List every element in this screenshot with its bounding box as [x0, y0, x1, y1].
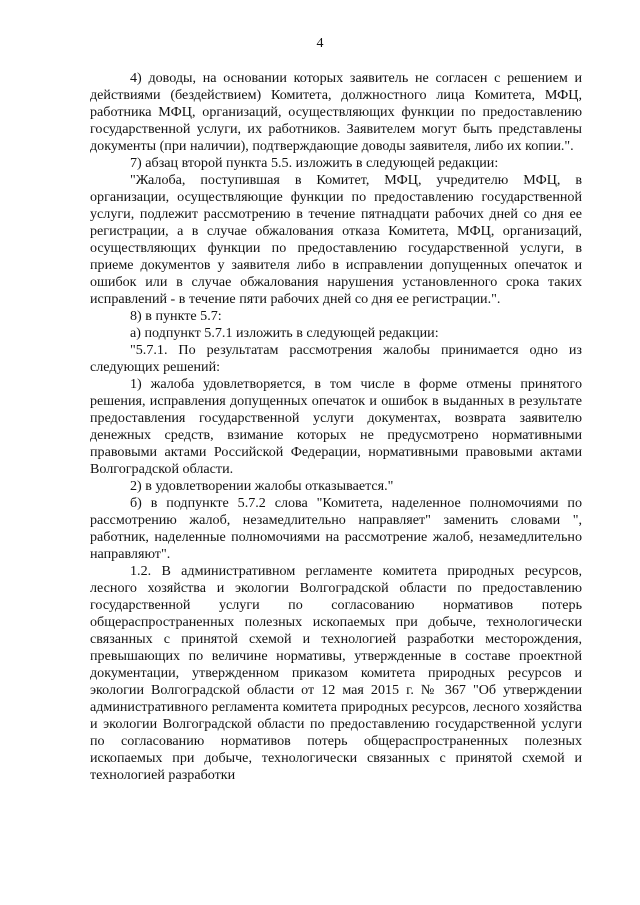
paragraph-subitem-a: а) подпункт 5.7.1 изложить в следующей редакции:: [130, 325, 439, 341]
paragraph-item-7: 7) абзац второй пункта 5.5. изложить в следующей редакции:: [130, 155, 499, 171]
paragraph-1-2: 1.2. В административном регламенте комитета природных ресурсов, лесного хозяйства и экологии Волгоградской области по предоставлению государственной услуги по согласованию нормативов потерь общераспространенных полезных ископаемых при добыче, технологически связанных с принятой схемой и технологией разработки месторождения, превышающих по величине нормативы, утвержденные в составе проектной документации, утвержденном приказом комитета природных ресурсов и экологии Волгоградской области от 12 мая 2015 г. № 367 "Об утверждении административного регламента комитета природных ресурсов, лесного хозяйства и экологии Волгоградской области по предоставлению государственной услуги по согласованию нормативов потерь общераспространенных полезных ископаемых при добыче, технологически связанных с принятой схемой и технологией разработки: [90, 563, 582, 783]
paragraph-decision-1: 1) жалоба удовлетворяется, в том числе в форме отмены принятого решения, исправления допущенных опечаток и ошибок в выданных в результате предоставления государственной услуги документах, возврата заявителю денежных средств, взимание которых не предусмотрено нормативными правовыми актами Российской Федерации, нормативными правовыми актами Волгоградской области.: [90, 376, 582, 477]
paragraph-item-8: 8) в пункте 5.7:: [130, 308, 222, 324]
paragraph-arguments: 4) доводы, на основании которых заявитель не согласен с решением и действиями (бездействием) Комитета, должностного лица Комитета, МФЦ, работника МФЦ, организаций, осуществляющих функции по предоставлению государственной услуги, их работников. Заявителем могут быть представлены документы (при наличии), подтверждающие доводы заявителя, либо их копии.".: [90, 70, 582, 154]
paragraph-subitem-b: б) в подпункте 5.7.2 слова "Комитета, наделенное полномочиями по рассмотрению жалоб, незамедлительно направляет" заменить словами ", работник, наделенные полномочиями на рассмотрение жалоб, незамедлительно направляют".: [90, 495, 582, 562]
paragraph-complaint-review-terms: "Жалоба, поступившая в Комитет, МФЦ, учредителю МФЦ, в организации, осуществляющие функции по предоставлению государственной услуги, подлежит рассмотрению в течение пятнадцати рабочих дней со дня ее регистрации, а в случае обжалования отказа Комитета, МФЦ, организаций, осуществляющих функции по предоставлению государственной услуги, в приеме документов у заявителя либо в исправлении допущенных опечаток и ошибок или в случае обжалования нарушения установленного срока таких исправлений - в течение пяти рабочих дней со дня ее регистрации.".: [90, 172, 582, 307]
page-number: 4: [316, 36, 324, 51]
paragraph-5-7-1: "5.7.1. По результатам рассмотрения жалобы принимается одно из следующих решений:: [90, 342, 582, 375]
paragraph-decision-2: 2) в удовлетворении жалобы отказывается.": [130, 478, 394, 494]
document-body: [90, 70, 582, 784]
